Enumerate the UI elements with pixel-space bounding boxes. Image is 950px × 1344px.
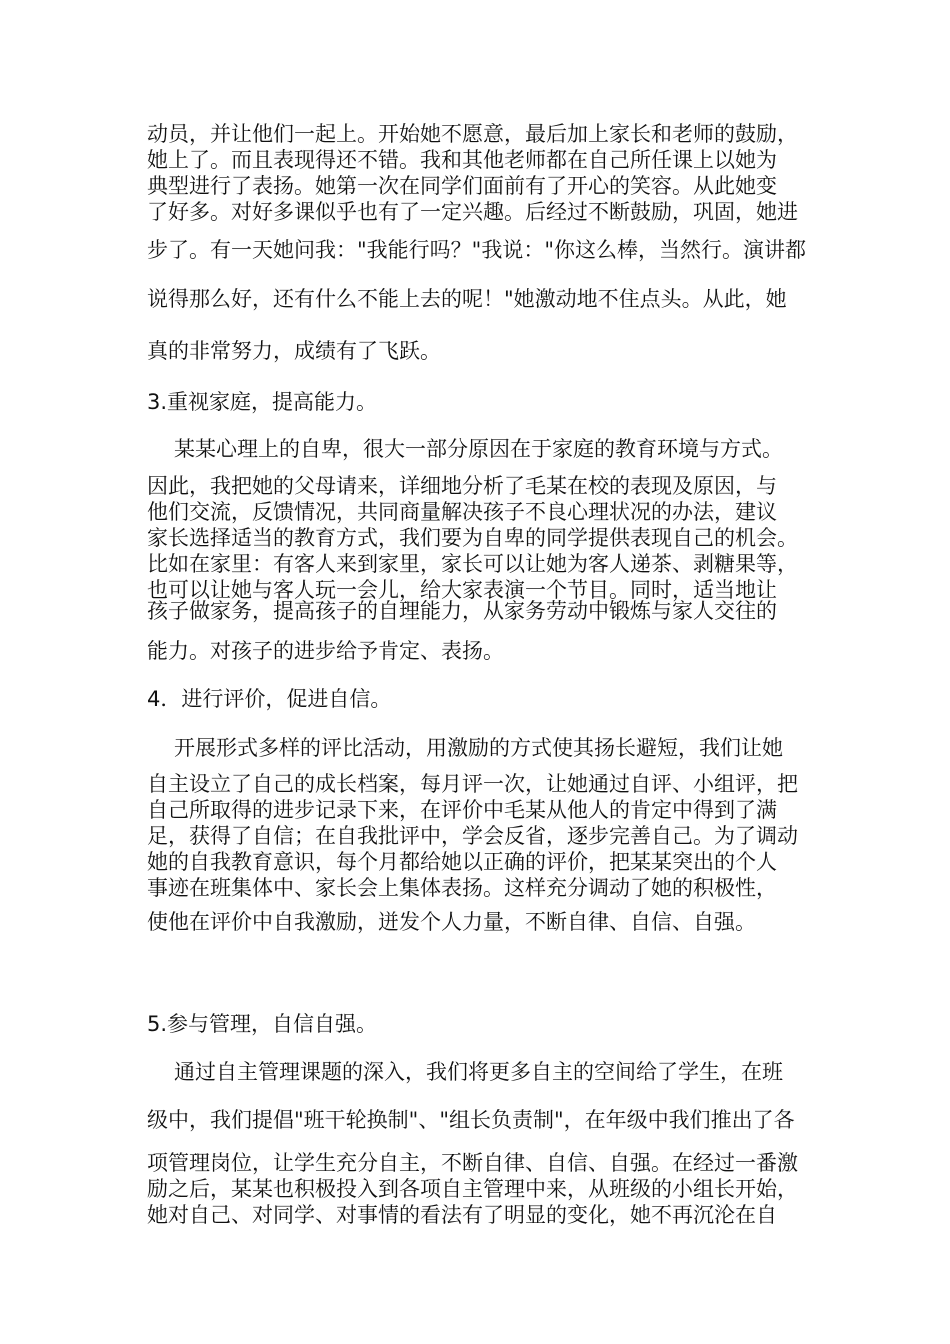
paragraph-line: 能力。对孩子的进步给予肯定、表扬。 [147, 639, 504, 663]
paragraph-line: 自己所取得的进步记录下来，在评价中毛某从他人的肯定中得到了满 [147, 798, 777, 822]
paragraph-line: 项管理岗位，让学生充分自主，不断自律、自信、自强。在经过一番激 [147, 1151, 798, 1175]
paragraph-line: 也可以让她与客人玩一会儿，给大家表演一个节目。同时，适当地让 [147, 578, 777, 602]
section-heading-4: 4．进行评价，促进自信。 [147, 687, 392, 711]
paragraph-line: 真的非常努力，成绩有了飞跃。 [147, 339, 441, 363]
paragraph-line: 家长选择适当的教育方式，我们要为自卑的同学提供表现自己的机会。 [147, 526, 798, 550]
paragraph-line: 事迹在班集体中、家长会上集体表扬。这样充分调动了她的积极性， [147, 876, 777, 900]
paragraph-line: 开展形式多样的评比活动，用激励的方式使其扬长避短，我们让她 [174, 736, 783, 760]
paragraph-line: 足，获得了自信；在自我批评中，学会反省，逐步完善自己。为了调动 [147, 824, 798, 848]
paragraph-line: 某某心理上的自卑，很大一部分原因在于家庭的教育环境与方式。 [174, 437, 783, 461]
paragraph-line: 励之后，某某也积极投入到各项自主管理中来，从班级的小组长开始， [147, 1177, 798, 1201]
paragraph-line: 因此，我把她的父母请来，详细地分析了毛某在校的表现及原因，与 [147, 474, 777, 498]
paragraph-line: 比如在家里：有客人来到家里，家长可以让她为客人递茶、剥糖果等， [147, 552, 798, 576]
section-heading-3: 3.重视家庭，提高能力。 [147, 390, 378, 414]
paragraph-line: 级中，我们提倡"班干轮换制"、"组长负责制"，在年级中我们推出了各 [147, 1108, 795, 1132]
paragraph-line: 她上了。而且表现得还不错。我和其他老师都在自己所任课上以她为 [147, 148, 777, 172]
paragraph-line: 了好多。对好多课似乎也有了一定兴趣。后经过不断鼓励，巩固，她进 [147, 200, 798, 224]
paragraph-line: 通过自主管理课题的深入，我们将更多自主的空间给了学生，在班 [174, 1060, 783, 1084]
paragraph-line: 自主设立了自己的成长档案，每月评一次，让她通过自评、小组评，把 [147, 772, 798, 796]
paragraph-line: 步了。有一天她问我："我能行吗？"我说："你这么棒，当然行。演讲都 [147, 238, 806, 262]
paragraph-line: 动员，并让他们一起上。开始她不愿意，最后加上家长和老师的鼓励， [147, 122, 798, 146]
paragraph-line: 典型进行了表扬。她第一次在同学们面前有了开心的笑容。从此她变 [147, 174, 777, 198]
section-heading-5: 5.参与管理，自信自强。 [147, 1012, 378, 1036]
paragraph-line: 使他在评价中自我激励，迸发个人力量，不断自律、自信、自强。 [147, 910, 756, 934]
paragraph-line: 说得那么好，还有什么不能上去的呢！"她激动地不住点头。从此，她 [147, 287, 787, 311]
paragraph-line: 孩子做家务，提高孩子的自理能力，从家务劳动中锻炼与家人交往的 [147, 599, 777, 623]
paragraph-line: 她的自我教育意识，每个月都给她以正确的评价，把某某突出的个人 [147, 850, 777, 874]
paragraph-line: 他们交流，反馈情况，共同商量解决孩子不良心理状况的办法，建议 [147, 500, 777, 524]
paragraph-line: 她对自己、对同学、对事情的看法有了明显的变化，她不再沉沦在自 [147, 1203, 777, 1227]
